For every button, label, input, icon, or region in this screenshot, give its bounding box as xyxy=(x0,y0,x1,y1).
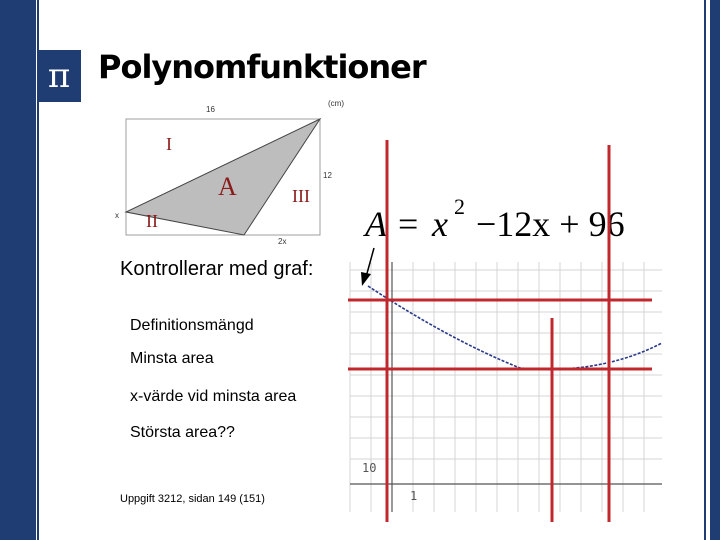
formula-exponent: 2 xyxy=(454,194,465,219)
list-item-storsta-area: Största area?? xyxy=(130,424,235,441)
triangle-figure xyxy=(115,99,344,246)
formula-rest: −12x + 96 xyxy=(476,204,625,244)
parabola-curve xyxy=(368,286,662,369)
list-item-minsta-area: Minsta area xyxy=(130,350,214,367)
footer-reference: Uppgift 3212, sidan 149 (151) xyxy=(120,493,265,505)
region-label-iii: III xyxy=(292,186,310,206)
right-length-label: 12 xyxy=(323,171,332,180)
list-item-x-varde: x-värde vid minsta area xyxy=(130,388,297,405)
top-length-label: 16 xyxy=(206,105,215,114)
region-label-i: I xyxy=(166,134,172,154)
arrow-icon xyxy=(361,248,374,286)
x-tick-label: 1 xyxy=(410,489,418,503)
left-length-label: x xyxy=(115,211,119,220)
region-label-a: A xyxy=(218,172,237,201)
list-item-definitionsmangd: Definitionsmängd xyxy=(130,317,254,334)
unit-label: (cm) xyxy=(328,99,344,108)
formula-x: x xyxy=(432,204,448,244)
bottom-length-label: 2x xyxy=(278,237,287,246)
slide-subtitle: Kontrollerar med graf: xyxy=(120,258,314,280)
region-label-ii: II xyxy=(146,211,158,231)
y-tick-label: 10 xyxy=(362,461,377,475)
pi-icon: π xyxy=(47,56,71,96)
formula-eq: = xyxy=(398,204,419,244)
red-marker-lines xyxy=(348,140,652,522)
slide-title: Polynomfunktioner xyxy=(98,48,426,86)
area-formula xyxy=(363,194,625,244)
formula-lhs: A xyxy=(365,204,387,244)
